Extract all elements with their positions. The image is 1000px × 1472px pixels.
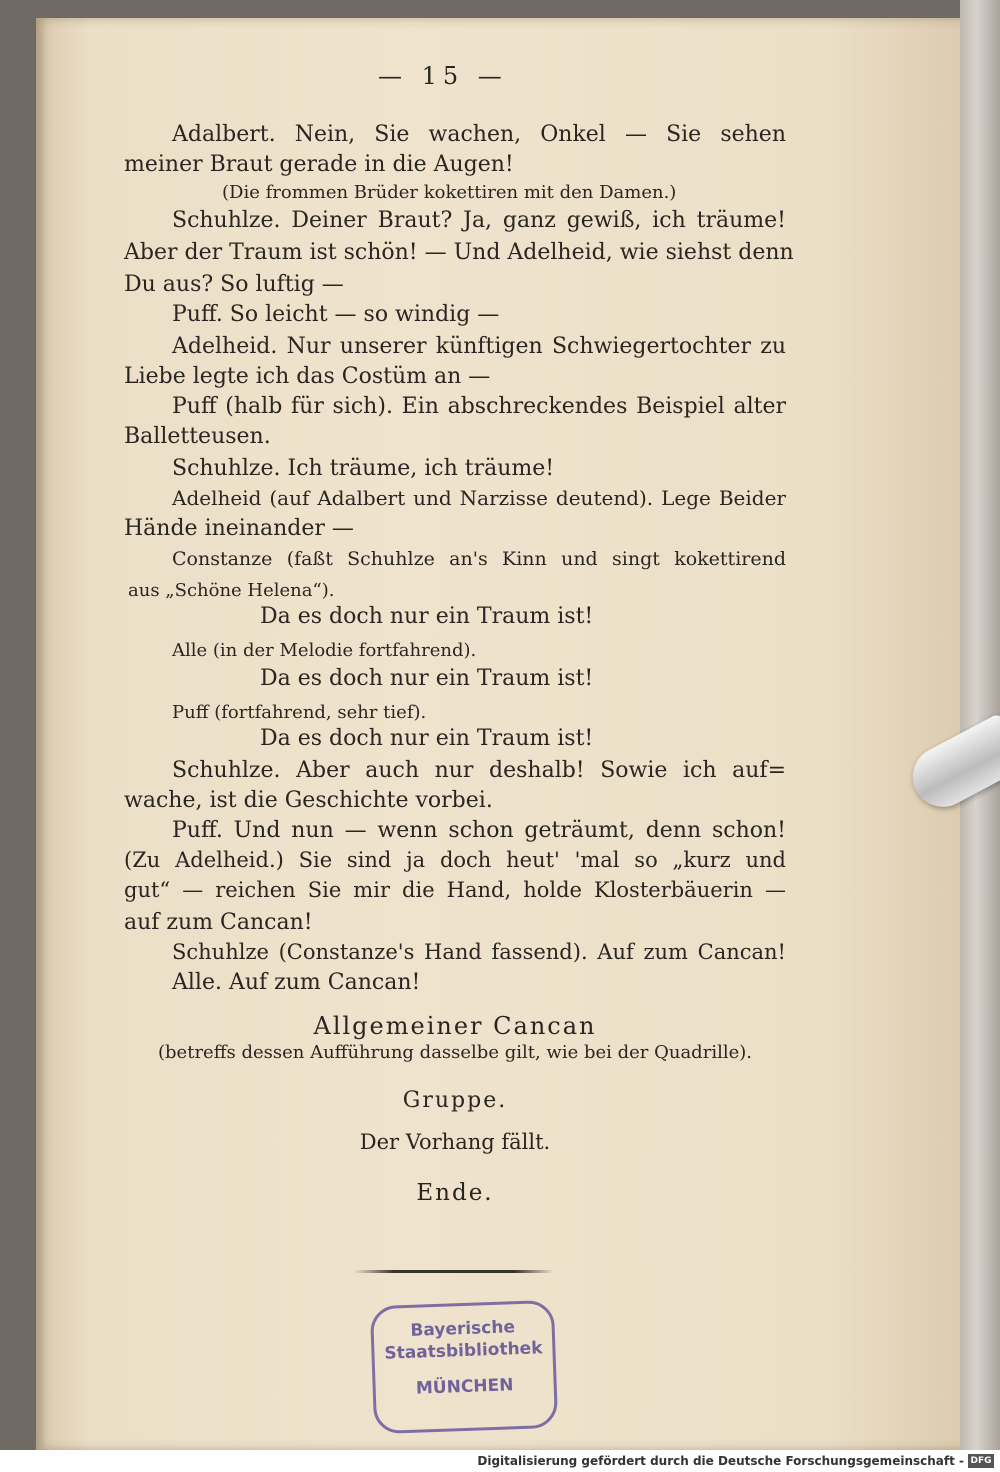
section-heading: Allgemeiner Cancan: [313, 1012, 597, 1040]
text-line: Adelheid. Nur unserer künftigen Schwiegertochter zu: [172, 334, 786, 359]
stamp-line: Bayerische: [410, 1317, 516, 1341]
text-line: Schuhlze. Ich träume, ich träume!: [172, 456, 555, 481]
stamp-line: Staatsbibliothek: [384, 1338, 543, 1364]
text-line: auf zum Cancan!: [124, 910, 313, 935]
text-line: Puff (halb für sich). Ein abschreckendes Beispiel alter: [172, 394, 786, 419]
text-line: Puff. So leicht — so windig —: [172, 302, 500, 327]
text-line: meiner Braut gerade in die Augen!: [124, 152, 514, 177]
dfg-logo: DFG: [968, 1454, 994, 1468]
text-line: Aber der Traum ist schön! — Und Adelheid, wie siehst denn: [124, 240, 794, 265]
text-line: Adalbert. Nein, Sie wachen, Onkel — Sie sehen: [172, 122, 786, 147]
text-line: wache, ist die Geschichte vorbei.: [124, 788, 493, 813]
section-note: (betreffs dessen Aufführung dasselbe gilt, wie bei der Quadrille).: [158, 1042, 752, 1063]
ornamental-divider: [354, 1270, 554, 1273]
song-line: Da es doch nur ein Traum ist!: [260, 604, 594, 629]
text-line: Schuhlze. Aber auch nur deshalb! Sowie ich auf=: [172, 758, 786, 783]
song-line: Da es doch nur ein Traum ist!: [260, 726, 594, 751]
library-stamp: [370, 1300, 558, 1434]
text-line: Puff (fortfahrend, sehr tief).: [172, 702, 427, 723]
text-line: Alle (in der Melodie fortfahrend).: [172, 640, 477, 661]
song-line: Da es doch nur ein Traum ist!: [260, 666, 594, 691]
footer-bar: [0, 1450, 1000, 1472]
text-line: Alle. Auf zum Cancan!: [172, 970, 421, 995]
text-line: Puff. Und nun — wenn schon geträumt, denn schon!: [172, 818, 786, 843]
text-line: Constanze (faßt Schuhlze an's Kinn und singt kokettirend: [172, 548, 786, 570]
text-line: gut“ — reichen Sie mir die Hand, holde Klosterbäuerin —: [124, 878, 786, 902]
text-line: Liebe legte ich das Costüm an —: [124, 364, 491, 389]
curtain-line: Der Vorhang fällt.: [359, 1130, 551, 1154]
text-line: Balletteusen.: [124, 424, 271, 449]
stage-direction: (Die frommen Brüder kokettiren mit den Damen.): [222, 182, 677, 203]
text-line: Schuhlze (Constanze's Hand fassend). Auf zum Cancan!: [172, 940, 786, 964]
text-line: (Zu Adelheid.) Sie sind ja doch heut' 'mal so „kurz und: [124, 848, 786, 872]
end-heading: Ende.: [416, 1180, 494, 1206]
stamp-line: MÜNCHEN: [415, 1375, 514, 1399]
text-line: Hände ineinander —: [124, 516, 354, 541]
text-line: Schuhlze. Deiner Braut? Ja, ganz gewiß, ich träume!: [172, 208, 786, 233]
page-number: — 15 —: [378, 62, 508, 90]
funding-note: Digitalisierung gefördert durch die Deutsche Forschungsgemeinschaft -: [477, 1454, 964, 1468]
gruppe-heading: Gruppe.: [402, 1088, 508, 1113]
text-line: Du aus? So luftig —: [124, 272, 344, 297]
text-line: aus „Schöne Helena“).: [128, 580, 335, 601]
text-line: Adelheid (auf Adalbert und Narzisse deutend). Lege Beider: [172, 486, 786, 510]
